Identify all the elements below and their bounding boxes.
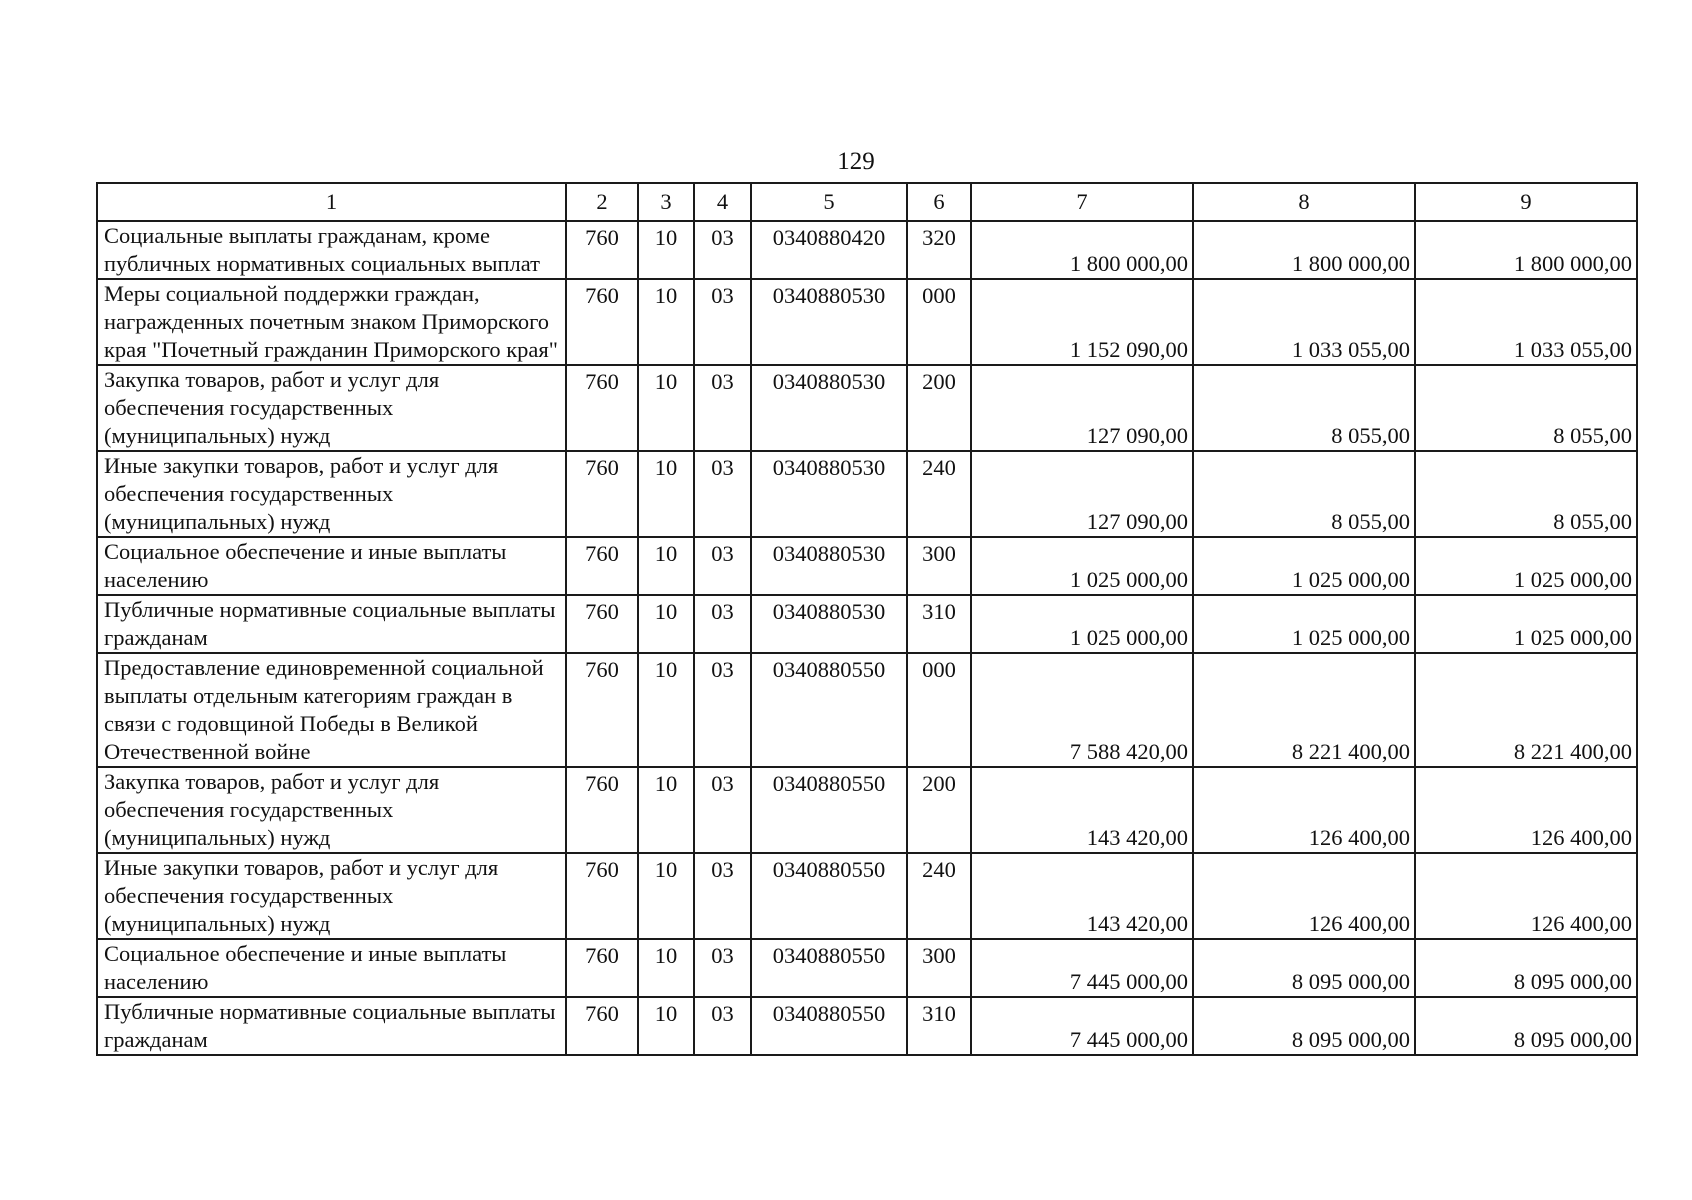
header-row (97, 183, 1637, 221)
cell-sum-7: 127 090,00 (971, 365, 1193, 451)
cell-sum-9: 1 800 000,00 (1415, 221, 1637, 279)
cell-sum-7: 7 588 420,00 (971, 653, 1193, 767)
cell-sum-8: 8 095 000,00 (1193, 997, 1415, 1055)
column-header: 6 (907, 183, 971, 221)
cell-code-3: 10 (638, 221, 694, 279)
cell-sum-9: 8 055,00 (1415, 365, 1637, 451)
cell-code-3: 10 (638, 451, 694, 537)
cell-code-3: 10 (638, 537, 694, 595)
cell-sum-9: 1 025 000,00 (1415, 537, 1637, 595)
cell-code-6: 000 (907, 653, 971, 767)
cell-code-3: 10 (638, 595, 694, 653)
row-name: Закупка товаров, работ и услуг для обеспечения государственных (муниципальных) нужд (97, 365, 566, 451)
column-header: 1 (97, 183, 566, 221)
cell-code-5: 0340880530 (751, 451, 907, 537)
table-row (97, 595, 1637, 653)
row-name: Социальное обеспечение и иные выплаты населению (97, 939, 566, 997)
cell-sum-9: 1 033 055,00 (1415, 279, 1637, 365)
cell-code-5: 0340880550 (751, 997, 907, 1055)
cell-code-5: 0340880550 (751, 939, 907, 997)
column-header: 2 (566, 183, 638, 221)
cell-sum-7: 1 025 000,00 (971, 595, 1193, 653)
cell-code-2: 760 (566, 853, 638, 939)
cell-code-4: 03 (694, 221, 751, 279)
cell-code-5: 0340880530 (751, 279, 907, 365)
cell-sum-7: 143 420,00 (971, 767, 1193, 853)
cell-sum-8: 1 025 000,00 (1193, 537, 1415, 595)
cell-code-2: 760 (566, 997, 638, 1055)
cell-code-3: 10 (638, 653, 694, 767)
row-name: Иные закупки товаров, работ и услуг для обеспечения государственных (муниципальных) нужд (97, 853, 566, 939)
row-name: Публичные нормативные социальные выплаты гражданам (97, 595, 566, 653)
cell-sum-7: 1 800 000,00 (971, 221, 1193, 279)
cell-code-3: 10 (638, 939, 694, 997)
cell-sum-7: 7 445 000,00 (971, 939, 1193, 997)
cell-code-4: 03 (694, 997, 751, 1055)
cell-sum-9: 126 400,00 (1415, 767, 1637, 853)
cell-sum-7: 1 152 090,00 (971, 279, 1193, 365)
row-name: Закупка товаров, работ и услуг для обеспечения государственных (муниципальных) нужд (97, 767, 566, 853)
table-row (97, 997, 1637, 1055)
cell-code-4: 03 (694, 365, 751, 451)
table-row (97, 853, 1637, 939)
page-number: 129 (837, 148, 875, 175)
cell-code-6: 310 (907, 595, 971, 653)
cell-code-6: 240 (907, 853, 971, 939)
table-row (97, 451, 1637, 537)
cell-code-2: 760 (566, 767, 638, 853)
cell-code-5: 0340880530 (751, 595, 907, 653)
table-row (97, 939, 1637, 997)
cell-code-6: 310 (907, 997, 971, 1055)
cell-code-6: 300 (907, 537, 971, 595)
cell-sum-8: 126 400,00 (1193, 853, 1415, 939)
table-row (97, 653, 1637, 767)
cell-code-6: 000 (907, 279, 971, 365)
cell-sum-8: 126 400,00 (1193, 767, 1415, 853)
cell-code-2: 760 (566, 365, 638, 451)
column-header: 7 (971, 183, 1193, 221)
cell-code-4: 03 (694, 279, 751, 365)
cell-sum-8: 1 025 000,00 (1193, 595, 1415, 653)
cell-code-2: 760 (566, 451, 638, 537)
cell-code-6: 240 (907, 451, 971, 537)
column-header: 5 (751, 183, 907, 221)
cell-sum-7: 7 445 000,00 (971, 997, 1193, 1055)
table-row (97, 537, 1637, 595)
cell-sum-9: 8 221 400,00 (1415, 653, 1637, 767)
table-row (97, 365, 1637, 451)
cell-code-3: 10 (638, 853, 694, 939)
cell-code-4: 03 (694, 767, 751, 853)
cell-code-6: 320 (907, 221, 971, 279)
column-header: 4 (694, 183, 751, 221)
column-header: 9 (1415, 183, 1637, 221)
cell-sum-7: 127 090,00 (971, 451, 1193, 537)
cell-sum-8: 8 221 400,00 (1193, 653, 1415, 767)
column-header: 8 (1193, 183, 1415, 221)
row-name: Публичные нормативные социальные выплаты гражданам (97, 997, 566, 1055)
cell-code-6: 300 (907, 939, 971, 997)
row-name: Предоставление единовременной социальной выплаты отдельным категориям граждан в связи с годовщиной Победы в Великой Отечественной войне (97, 653, 566, 767)
row-name: Меры социальной поддержки граждан, награжденных почетным знаком Приморского края "Почетный гражданин Приморского края" (97, 279, 566, 365)
cell-code-3: 10 (638, 279, 694, 365)
cell-code-5: 0340880530 (751, 365, 907, 451)
cell-code-4: 03 (694, 451, 751, 537)
column-header: 3 (638, 183, 694, 221)
cell-code-5: 0340880550 (751, 653, 907, 767)
row-name: Социальные выплаты гражданам, кроме публичных нормативных социальных выплат (97, 221, 566, 279)
cell-code-2: 760 (566, 595, 638, 653)
cell-code-6: 200 (907, 767, 971, 853)
row-name: Социальное обеспечение и иные выплаты населению (97, 537, 566, 595)
cell-code-3: 10 (638, 365, 694, 451)
cell-code-2: 760 (566, 939, 638, 997)
cell-code-4: 03 (694, 537, 751, 595)
cell-code-2: 760 (566, 221, 638, 279)
cell-code-4: 03 (694, 653, 751, 767)
cell-sum-7: 143 420,00 (971, 853, 1193, 939)
cell-sum-9: 8 095 000,00 (1415, 939, 1637, 997)
cell-code-2: 760 (566, 537, 638, 595)
cell-code-5: 0340880420 (751, 221, 907, 279)
cell-sum-8: 8 095 000,00 (1193, 939, 1415, 997)
cell-sum-9: 8 095 000,00 (1415, 997, 1637, 1055)
cell-code-4: 03 (694, 939, 751, 997)
cell-code-6: 200 (907, 365, 971, 451)
cell-sum-7: 1 025 000,00 (971, 537, 1193, 595)
cell-code-2: 760 (566, 653, 638, 767)
cell-sum-8: 8 055,00 (1193, 365, 1415, 451)
table-row (97, 221, 1637, 279)
cell-sum-8: 8 055,00 (1193, 451, 1415, 537)
table-row (97, 767, 1637, 853)
cell-sum-8: 1 033 055,00 (1193, 279, 1415, 365)
cell-sum-9: 8 055,00 (1415, 451, 1637, 537)
cell-code-5: 0340880550 (751, 853, 907, 939)
cell-code-3: 10 (638, 767, 694, 853)
row-name: Иные закупки товаров, работ и услуг для обеспечения государственных (муниципальных) нужд (97, 451, 566, 537)
cell-code-3: 10 (638, 997, 694, 1055)
cell-sum-8: 1 800 000,00 (1193, 221, 1415, 279)
cell-sum-9: 1 025 000,00 (1415, 595, 1637, 653)
cell-code-4: 03 (694, 853, 751, 939)
cell-code-4: 03 (694, 595, 751, 653)
table-row (97, 279, 1637, 365)
cell-code-2: 760 (566, 279, 638, 365)
cell-sum-9: 126 400,00 (1415, 853, 1637, 939)
cell-code-5: 0340880530 (751, 537, 907, 595)
budget-table (96, 182, 1638, 1056)
cell-code-5: 0340880550 (751, 767, 907, 853)
